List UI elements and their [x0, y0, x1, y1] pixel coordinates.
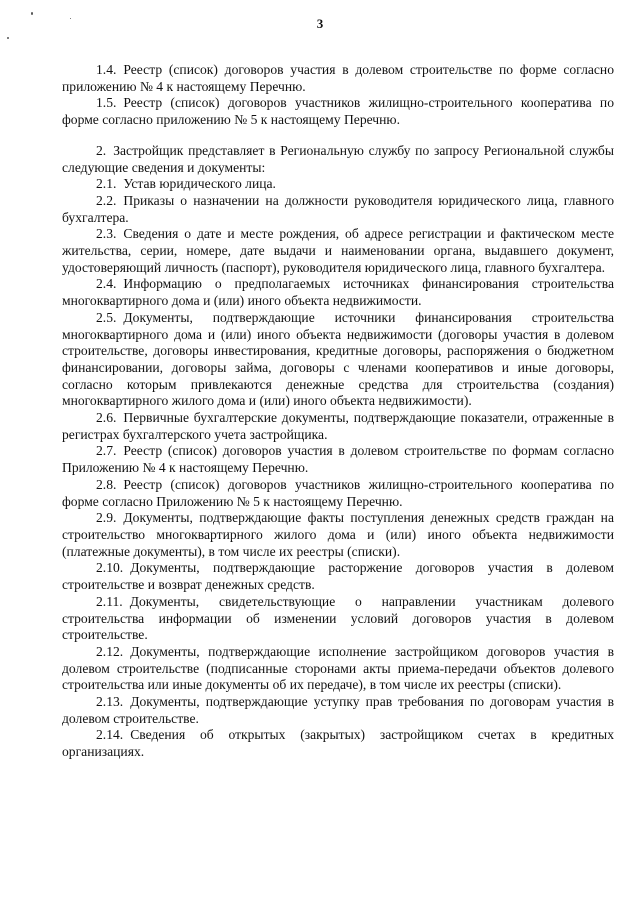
paragraph-2-11 [62, 594, 614, 644]
paragraph-text: Документы, свидетельствующие о направлении участникам долевого строительства информации об изменении условий договоров участия в долевом строительстве. [62, 593, 614, 643]
paragraph-number: 2.1. [96, 176, 117, 192]
paragraph-2-9 [62, 510, 614, 560]
paragraph-text: Сведения о дате и месте рождения, об адресе регистрации и фактическом месте жительства, серии, номере, дате выдачи и наименовании органа, выдавшего документ, удостоверяющий личность (паспорт), руководителя юридического лица, главного бухгалтера. [62, 226, 614, 275]
paragraph-2-10 [62, 560, 614, 593]
paragraph-text: Документы, подтверждающие расторжение договоров участия в долевом строительстве и возврат денежных средств. [62, 560, 614, 593]
paragraph-text: Устав юридического лица. [123, 176, 276, 192]
paragraph-number: 2.11. [96, 593, 123, 609]
paragraph-number: 2.3. [96, 226, 117, 242]
paragraph-number: 1.5. [96, 95, 117, 111]
paragraph-number: 2.12. [96, 643, 124, 659]
paragraph-text: Приказы о назначении на должности руководителя юридического лица, главного бухгалтера. [62, 192, 614, 225]
paragraph-text: Реестр (список) договоров участия в долевом строительстве по форме согласно приложению № 4 к настоящему Перечню. [62, 62, 614, 94]
paragraph-number: 2.7. [96, 443, 117, 459]
paragraph-2-8 [62, 477, 614, 510]
paragraph-text: Реестр (список) договоров участия в долевом строительстве по формам согласно Приложению № 4 к настоящему Перечню. [62, 443, 614, 476]
page-number: 3 [316, 16, 324, 31]
paragraph-number: 2.4. [96, 276, 117, 292]
paragraph-number: 2.13. [96, 694, 124, 710]
paragraph-number: 2. [96, 142, 107, 158]
paragraph-text: Первичные бухгалтерские документы, подтверждающие показатели, отраженные в регистрах бухгалтерского учета застройщика. [62, 410, 614, 442]
paragraph-text: Сведения об открытых (закрытых) застройщиком счетах в кредитных организациях. [62, 727, 614, 760]
paragraph-number: 2.5. [96, 309, 117, 325]
scan-speck [31, 12, 33, 15]
paragraph-text: Документы, подтверждающие исполнение застройщиком договоров участия в долевом строительстве (подписанные сторонами акты приема-передачи объектов долевого строительства или иные документы об их передаче), в том числе их реестры (списки). [62, 643, 614, 693]
paragraph-2-5 [62, 310, 614, 410]
paragraph-text: Информацию о предполагаемых источниках финансирования строительства многоквартирного дома и (или) иного объекта недвижимости. [62, 276, 614, 309]
paragraph-2-6 [62, 410, 614, 443]
paragraph-2-13 [62, 694, 614, 727]
paragraph-number: 2.14. [96, 727, 124, 743]
paragraph-number: 2.6. [96, 410, 117, 426]
paragraph-2-3 [62, 226, 614, 276]
paragraph-number: 2.2. [96, 192, 117, 208]
paragraph-text: Застройщик представляет в Региональную службу по запросу Региональной службы следующие сведения и документы: [62, 142, 614, 175]
paragraph-2-1 [62, 176, 614, 193]
document-body [62, 62, 614, 761]
paragraph-number: 2.9. [96, 510, 117, 526]
paragraph-2-2 [62, 193, 614, 226]
paragraph-text: Документы, подтверждающие уступку прав требования по договорам участия в долевом строительстве. [62, 694, 614, 726]
paragraph-2-7 [62, 443, 614, 476]
paragraph-number: 1.4. [96, 62, 117, 77]
paragraph-2 [62, 143, 614, 176]
paragraph-text: Документы, подтверждающие источники финансирования строительства многоквартирного дома и (или) иного объекта недвижимости (договоры участия в долевом строительстве, договоры инвестирования, кредитные договоры, распоряжения о бюджетном финансировании, договоры займа, договоры с членами кооперативов и иные договоры, согласно которым привлекаются денежные средства для строительства (создания) многоквартирного жилого дома и (или) иного объекта недвижимости). [62, 309, 614, 409]
paragraph-text: Документы, подтверждающие факты поступления денежных средств граждан на строительство многоквартирного жилого дома и (или) иного объекта недвижимости (платежные документы), в том числе их реестры (списки). [62, 510, 614, 559]
paragraph-text: Реестр (список) договоров участников жилищно-строительного кооператива по форме согласно приложению № 5 к настоящему Перечню. [62, 95, 614, 128]
paragraph-text: Реестр (список) договоров участников жилищно-строительного кооператива по форме согласно Приложению № 5 к настоящему Перечню. [62, 476, 614, 509]
paragraph-2-14 [62, 727, 614, 760]
paragraph-2-4 [62, 276, 614, 309]
paragraph-number: 2.8. [96, 476, 117, 492]
paragraph-2-12 [62, 644, 614, 694]
paragraph-1-4 [62, 62, 614, 95]
paragraph-number: 2.10. [96, 560, 124, 576]
scan-speck [7, 37, 9, 39]
paragraph-1-5 [62, 95, 614, 128]
